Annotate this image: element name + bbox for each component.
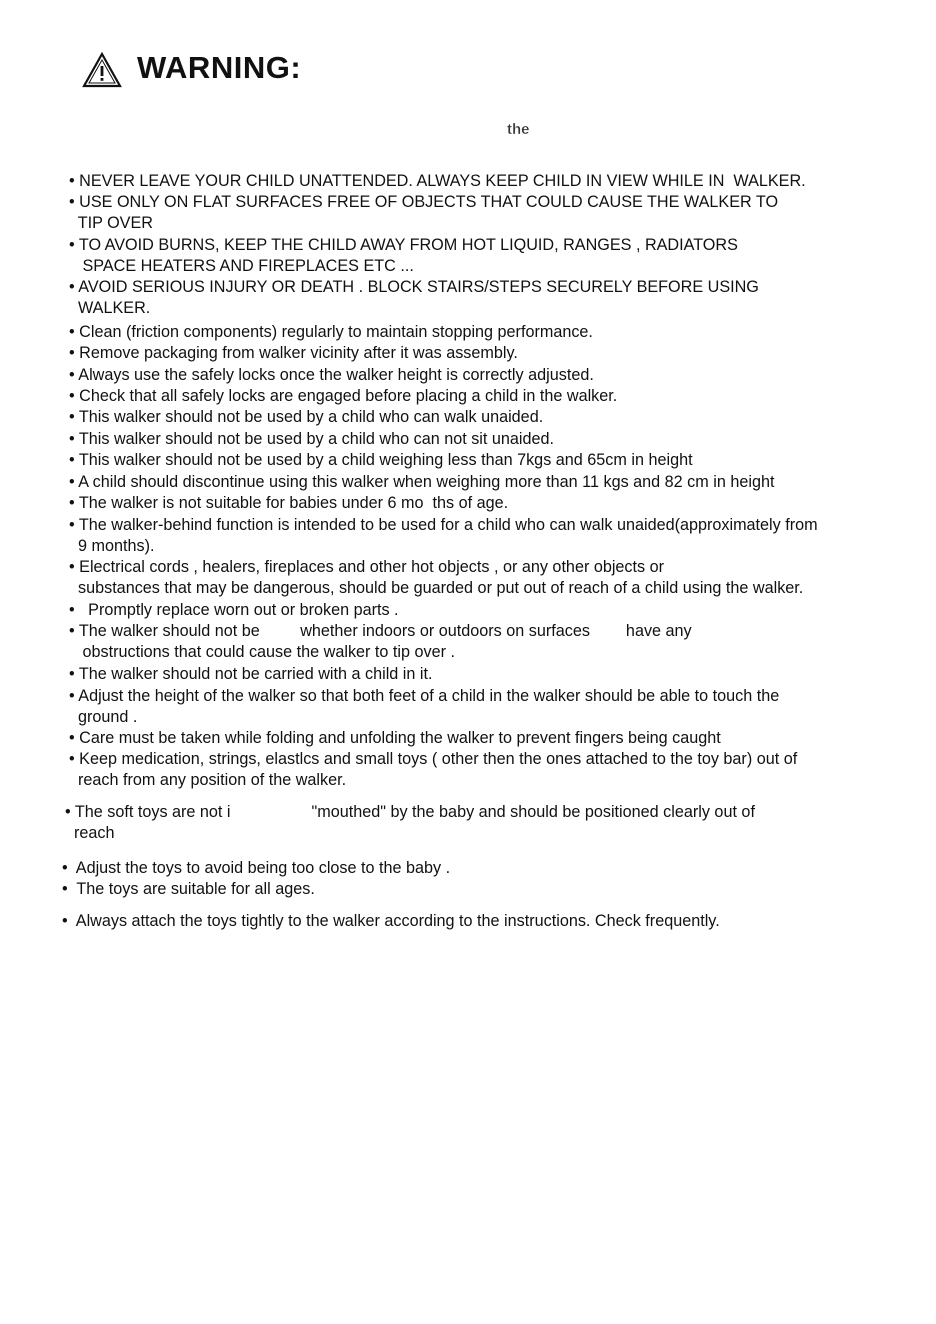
warning-line: • Electrical cords , healers, fireplaces and other hot objects , or any other objects or (69, 558, 665, 576)
warning-line: • Always use the safely locks once the walker height is correctly adjusted. (69, 366, 594, 384)
warning-line: • USE ONLY ON FLAT SURFACES FREE OF OBJECTS THAT COULD CAUSE THE WALKER TO (69, 193, 779, 211)
warning-line: SPACE HEATERS AND FIREPLACES ETC ... (69, 257, 414, 275)
warning-line: • Always attach the toys tightly to the walker according to the instructions. Check frequently. (62, 912, 720, 930)
warning-line: WALKER. (69, 299, 151, 317)
warning-line: • AVOID SERIOUS INJURY OR DEATH . BLOCK STAIRS/STEPS SECURELY BEFORE USING (69, 278, 759, 296)
warning-line: • The soft toys are not i "mouthed" by the baby and should be positioned clearly out of (65, 803, 755, 821)
warning-line: • Keep medication, strings, elastlcs and small toys ( other then the ones attached to the toy bar) out of (69, 750, 798, 768)
warning-line: • The walker should not be whether indoors or outdoors on surfaces have any (69, 622, 692, 640)
warning-line: • Clean (friction components) regularly to maintain stopping performance. (69, 323, 593, 341)
warning-line: • Care must be taken while folding and unfolding the walker to prevent fingers being caught (69, 729, 721, 747)
warning-line: TIP OVER (69, 214, 153, 232)
warning-line: • Check that all safely locks are engaged before placing a child in the walker. (69, 387, 618, 405)
warning-line: • TO AVOID BURNS, KEEP THE CHILD AWAY FROM HOT LIQUID, RANGES , RADIATORS (69, 236, 738, 254)
warning-line: • The walker is not suitable for babies under 6 mo ths of age. (69, 494, 509, 512)
warning-line: • Adjust the toys to avoid being too close to the baby . (62, 859, 451, 877)
warning-line: substances that may be dangerous, should be guarded or put out of reach of a child using the walker. (69, 579, 804, 597)
warning-line: • This walker should not be used by a child who can not sit unaided. (69, 430, 554, 448)
warning-line: 9 months). (69, 537, 155, 555)
warning-line: obstructions that could cause the walker to tip over . (69, 643, 456, 661)
stray-text: the (507, 121, 530, 138)
warning-line: • Promptly replace worn out or broken parts . (69, 601, 399, 619)
warning-title: WARNING: (137, 50, 302, 85)
warning-line: • The walker-behind function is intended to be used for a child who can walk unaided(approximately from (69, 516, 818, 534)
warning-line: reach (65, 824, 115, 842)
warning-line: • Adjust the height of the walker so that both feet of a child in the walker should be able to touch the (69, 687, 780, 705)
warning-line: ground . (69, 708, 138, 726)
warning-line: • Remove packaging from walker vicinity after it was assembly. (69, 344, 518, 362)
warning-line: • The walker should not be carried with a child in it. (69, 665, 433, 683)
warning-line: • A child should discontinue using this walker when weighing more than 11 kgs and 82 cm in height (69, 473, 775, 491)
warning-line: • The toys are suitable for all ages. (62, 880, 315, 898)
warning-line: • This walker should not be used by a child weighing less than 7kgs and 65cm in height (69, 451, 693, 469)
warning-line: reach from any position of the walker. (69, 771, 347, 789)
warning-line: • NEVER LEAVE YOUR CHILD UNATTENDED. ALWAYS KEEP CHILD IN VIEW WHILE IN WALKER. (69, 172, 806, 190)
warning-line: • This walker should not be used by a child who can walk unaided. (69, 408, 544, 426)
warning-triangle-icon (82, 52, 122, 88)
